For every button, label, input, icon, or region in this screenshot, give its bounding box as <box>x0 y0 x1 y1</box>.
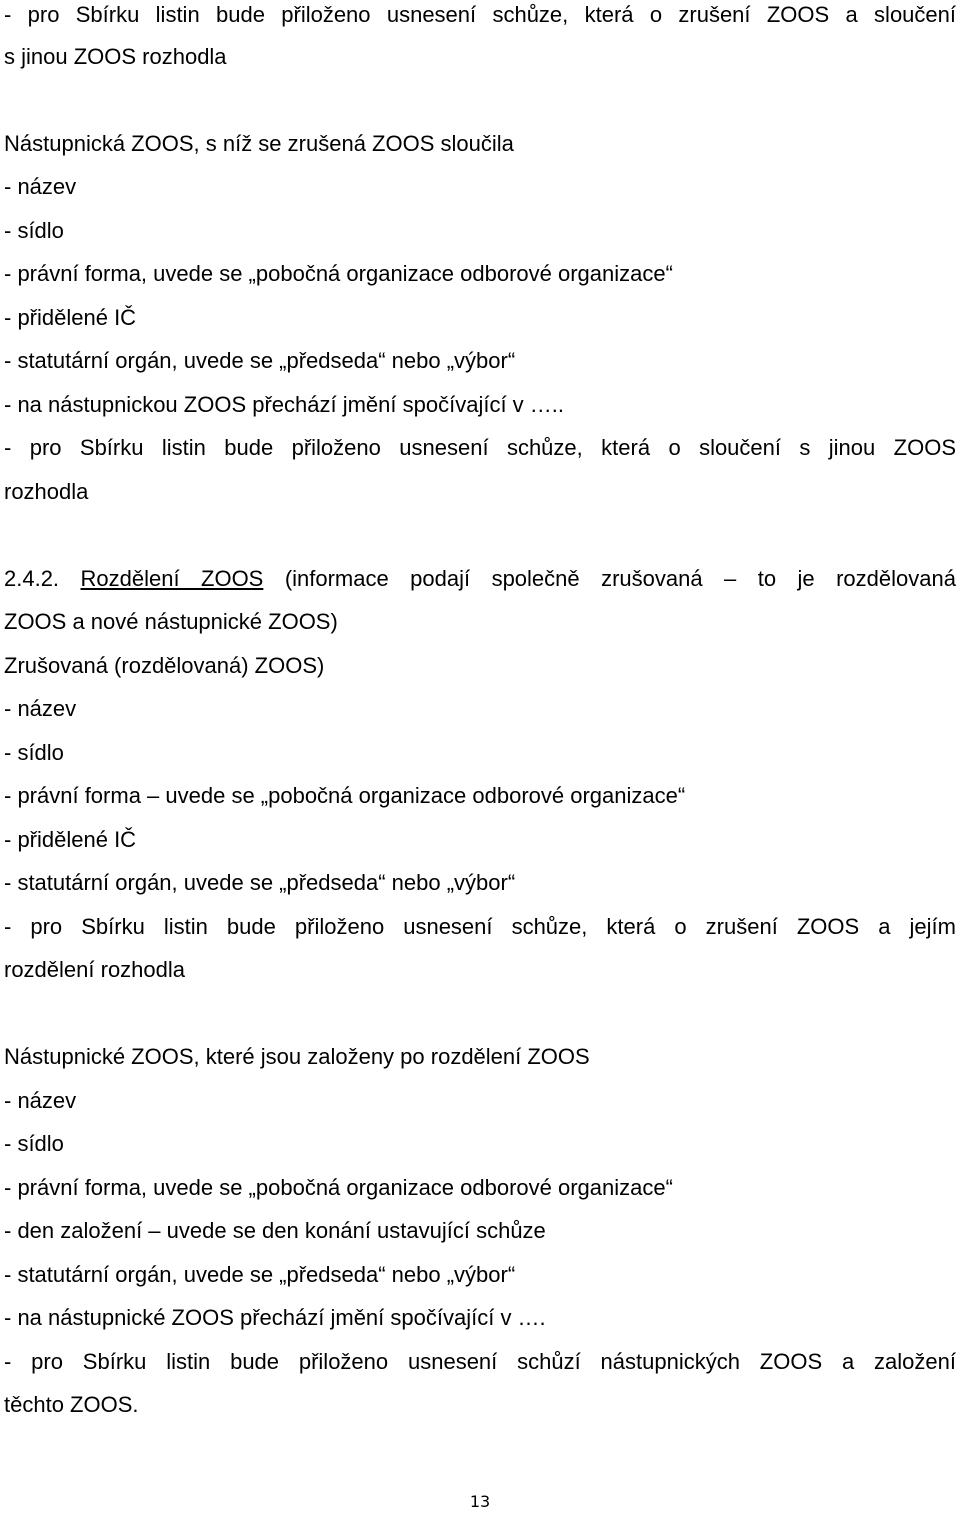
text-line: - na nástupnické ZOOS přechází jmění spočívající v …. <box>4 1305 546 1330</box>
text-line: - právní forma, uvede se „pobočná organizace odborové organizace“ <box>4 1175 673 1200</box>
text-line: - název <box>4 1088 77 1113</box>
section-note: (informace podají společně zrušovaná – to je rozdělovaná <box>284 566 956 591</box>
text-line: - den založení – uvede se den konání ustavující schůze <box>4 1218 546 1243</box>
text-line: - pro Sbírku listin bude přiloženo usnesení schůze, která o sloučení s jinou ZOOS <box>4 435 956 460</box>
section-title: Rozdělení ZOOS <box>80 566 264 591</box>
section-heading: Nástupnické ZOOS, které jsou založeny po rozdělení ZOOS <box>4 1044 590 1069</box>
text-line: - na nástupnickou ZOOS přechází jmění spočívající v ….. <box>4 392 565 417</box>
text-line: - pro Sbírku listin bude přiloženo usnesení schůzí nástupnických ZOOS a založení <box>4 1349 956 1374</box>
text-line: - právní forma, uvede se „pobočná organizace odborové organizace“ <box>4 261 673 286</box>
text-line: s jinou ZOOS rozhodla <box>4 44 227 69</box>
text-line: - přidělené IČ <box>4 827 137 852</box>
text-line: - statutární orgán, uvede se „předseda“ nebo „výbor“ <box>4 348 516 373</box>
text-line: rozdělení rozhodla <box>4 957 186 982</box>
text-line: - pro Sbírku listin bude přiloženo usnesení schůze, která o zrušení ZOOS a jejím <box>4 914 956 939</box>
text-line: těchto ZOOS. <box>4 1392 139 1417</box>
text-line: Zrušovaná (rozdělovaná) ZOOS) <box>4 653 325 678</box>
text-line: - pro Sbírku listin bude přiloženo usnesení schůze, která o zrušení ZOOS a sloučení <box>4 2 956 27</box>
text-line: - název <box>4 696 77 721</box>
text-line: - název <box>4 174 77 199</box>
text-line: ZOOS a nové nástupnické ZOOS) <box>4 609 338 634</box>
text-line: - sídlo <box>4 218 64 243</box>
text-line: - statutární orgán, uvede se „předseda“ nebo „výbor“ <box>4 870 516 895</box>
section-heading: Nástupnická ZOOS, s níž se zrušená ZOOS sloučila <box>4 131 514 156</box>
page-number: 13 <box>469 1492 491 1511</box>
text-line: rozhodla <box>4 479 89 504</box>
text-line: - přidělené IČ <box>4 305 137 330</box>
text-line: - sídlo <box>4 740 64 765</box>
text-line: - právní forma – uvede se „pobočná organizace odborové organizace“ <box>4 783 686 808</box>
section-line <box>4 565 956 593</box>
section-number: 2.4.2. <box>4 566 60 591</box>
text-line: - statutární orgán, uvede se „předseda“ nebo „výbor“ <box>4 1262 516 1287</box>
text-line: - sídlo <box>4 1131 64 1156</box>
